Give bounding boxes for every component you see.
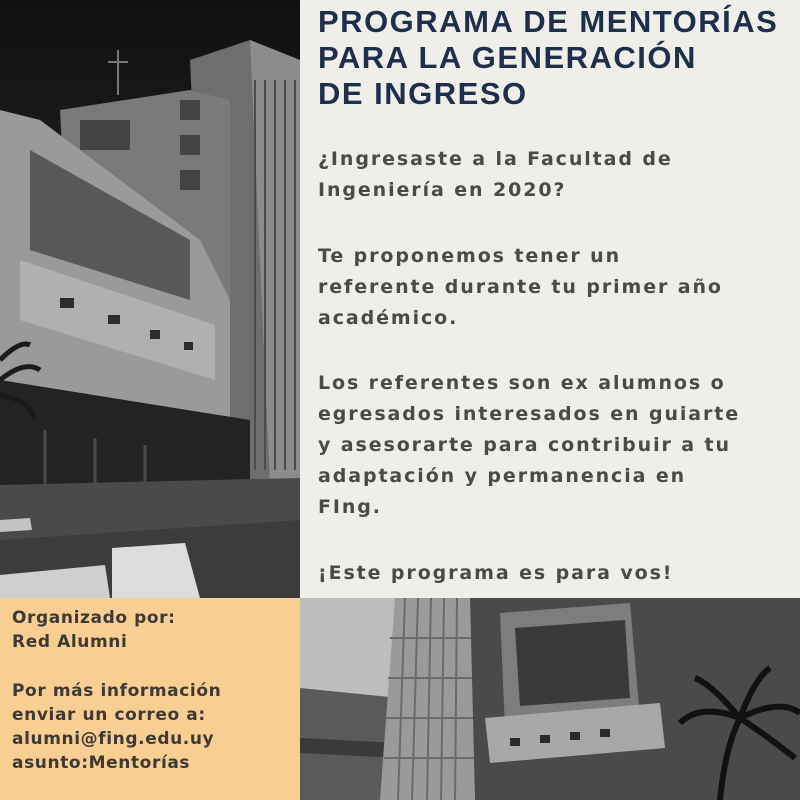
proposal-line-2: referente durante tu primer año [318, 276, 723, 298]
more-info-line-2: enviar un correo a: [12, 705, 206, 725]
question-paragraph [318, 144, 673, 206]
title-line-1: PROGRAMA DE MENTORÍAS [318, 4, 779, 39]
referents-paragraph [318, 368, 740, 523]
page-title [318, 4, 778, 112]
closing-paragraph [318, 558, 673, 589]
referents-line-4: adaptación y permanencia en [318, 465, 687, 487]
organizer-name: Red Alumni [12, 632, 128, 652]
referents-line-3: y asesorarte para contribuir a tu [318, 434, 731, 456]
email-address: alumni@fing.edu.uy [12, 729, 215, 749]
referents-line-5: FIng. [318, 496, 382, 518]
contact-block [12, 679, 221, 775]
question-line-2: Ingeniería en 2020? [318, 179, 567, 201]
building-photo-bottom [300, 598, 800, 800]
proposal-line-1: Te proponemos tener un [318, 245, 622, 267]
building-photo-top [0, 0, 300, 598]
more-info-line-1: Por más información [12, 681, 222, 701]
title-line-3: DE INGRESO [318, 76, 528, 111]
proposal-paragraph [318, 241, 723, 334]
title-line-2: PARA LA GENERACIÓN [318, 40, 697, 75]
referents-line-2: egresados interesados en guiarte [318, 403, 741, 425]
proposal-line-3: académico. [318, 307, 459, 329]
email-subject: asunto:Mentorías [12, 753, 191, 773]
organized-label: Organizado por: [12, 608, 176, 628]
organizer-block [12, 606, 176, 654]
referents-line-1: Los referentes son ex alumnos o [318, 372, 726, 394]
closing-line: ¡Este programa es para vos! [318, 562, 674, 584]
question-line-1: ¿Ingresaste a la Facultad de [318, 148, 673, 170]
